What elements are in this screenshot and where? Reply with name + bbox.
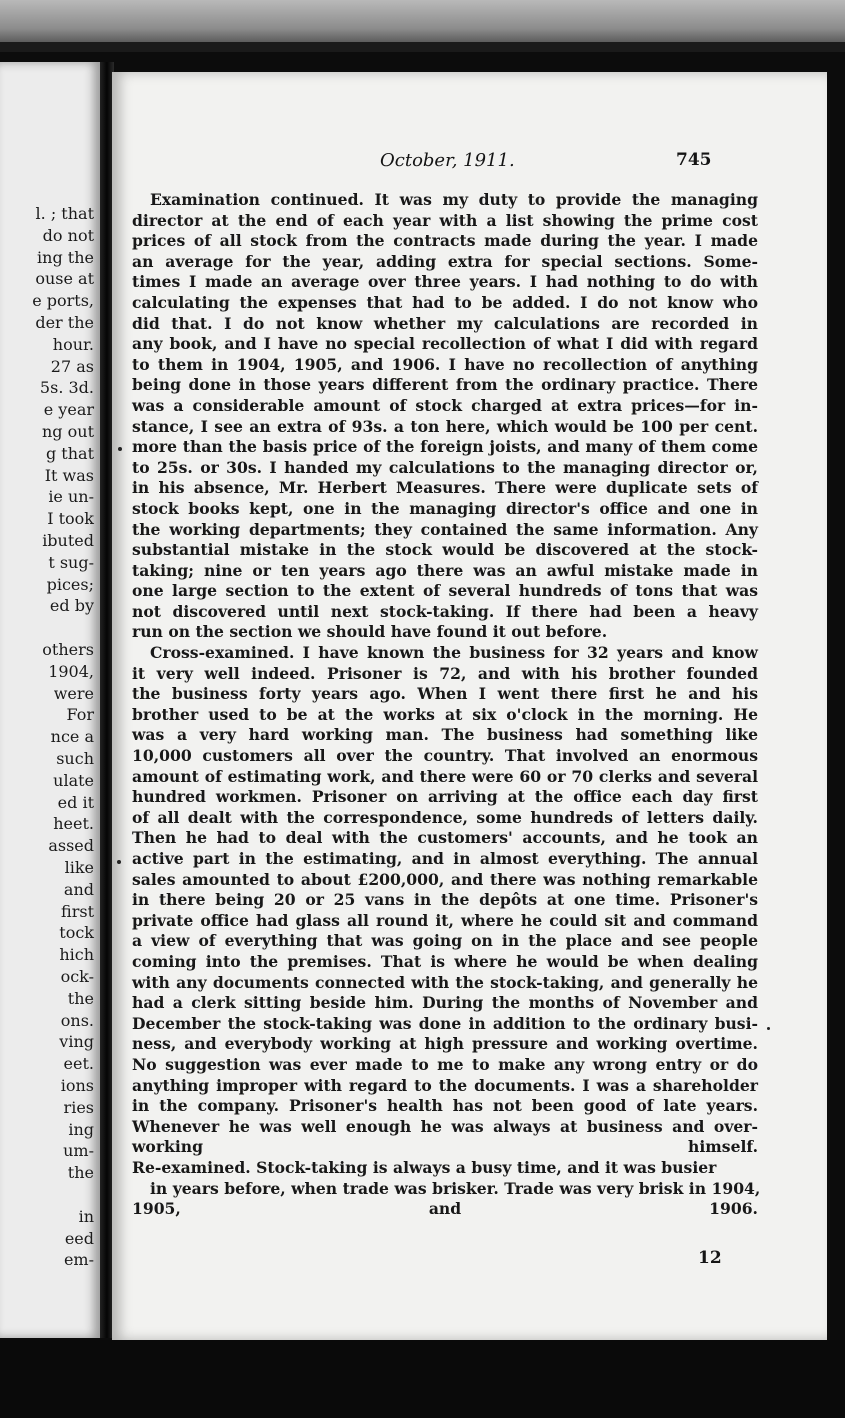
facing-page-line: ries xyxy=(63,1097,94,1117)
facing-page-line: ie un- xyxy=(48,487,94,507)
text-line: Then he had to deal with the customers' accounts, and he took an xyxy=(132,828,758,848)
text-line: times I made an average over three years. I had nothing to do with xyxy=(132,272,758,292)
text-line: working himself. xyxy=(132,1137,758,1157)
facing-page-line: the xyxy=(67,1163,94,1183)
text-line: anything improper with regard to the documents. I was a shareholder xyxy=(132,1075,758,1095)
text-line: stance, I see an extra of 93s. a ton here, which would be 100 per cent. xyxy=(132,416,758,436)
facing-page-line: like xyxy=(64,858,94,877)
facing-page-line: ibuted xyxy=(42,531,94,550)
facing-page-line: ing the xyxy=(37,247,94,267)
facing-page-line: heet. xyxy=(53,814,94,834)
text-line: was a considerable amount of stock charged at extra prices—for in- xyxy=(132,395,758,415)
text-line: December the stock-taking was done in addition to the ordinary busi- xyxy=(132,1013,758,1033)
text-line: run on the section we should have found it out before. xyxy=(132,622,608,642)
text-line: active part in the estimating, and in almost everything. The annual xyxy=(132,849,758,868)
print-speck xyxy=(118,447,122,451)
text-line: to 25s. or 30s. I handed my calculations to the managing director or, xyxy=(132,457,758,477)
text-line: No suggestion was ever made to me to make any wrong entry or do xyxy=(132,1054,758,1074)
text-line: any book, and I have no special recollection of what I did with regard xyxy=(132,334,758,354)
text-line: brother used to be at the works at six o'clock in the morning. He xyxy=(132,704,758,724)
facing-page-line: 5s. 3d. xyxy=(39,378,94,398)
facing-page-line: um- xyxy=(63,1141,94,1161)
text-line: hundred workmen. Prisoner on arriving at the office each day first xyxy=(132,787,758,807)
facing-page-line: der the xyxy=(35,313,94,332)
text-line: was a very hard working man. The business had something like xyxy=(132,725,758,745)
text-line: being done in those years different from the ordinary practice. There xyxy=(132,375,758,395)
facing-page-line: 1904, xyxy=(48,661,94,681)
facing-page-line: were xyxy=(53,683,94,703)
facing-page-line: such xyxy=(56,749,94,768)
text-line: 1905, and 1906. xyxy=(132,1199,758,1219)
text-line: in the company. Prisoner's health has not been good of late years. xyxy=(132,1096,758,1116)
header-date: October, 1911. xyxy=(380,150,515,171)
text-line: Examination continued. It was my duty to provide the managing xyxy=(150,190,758,209)
text-line: of all dealt with the correspondence, some hundreds of letters daily. xyxy=(132,807,758,827)
text-line: amount of estimating work, and there were 60 or 70 clerks and several xyxy=(132,766,758,786)
text-line: in his absence, Mr. Herbert Measures. There were duplicate sets of xyxy=(132,478,758,498)
text-line: prices of all stock from the contracts made during the year. I made xyxy=(132,231,758,251)
text-line: private office had glass all round it, where he could sit and command xyxy=(132,910,758,930)
text-line: one large section to the extent of several hundreds of tons that was xyxy=(132,581,758,601)
text-line: to them in 1904, 1905, and 1906. I have no recollection of anything xyxy=(132,354,758,374)
text-line: in years before, when trade was brisker. Trade was very brisk in 1904, xyxy=(150,1178,761,1198)
facing-page-line: hour. xyxy=(52,334,94,354)
text-line: stock books kept, one in the managing director's office and one in xyxy=(132,498,758,518)
facing-page-line: eet. xyxy=(63,1054,94,1074)
signature-mark: 12 xyxy=(698,1248,722,1268)
facing-page-line: ouse at xyxy=(35,269,94,289)
text-line: 10,000 customers all over the country. That involved an enormous xyxy=(132,746,758,766)
facing-page-line: ing xyxy=(68,1119,94,1139)
scan-top-edge xyxy=(0,0,845,52)
facing-page-line: It was xyxy=(44,465,94,485)
facing-page-line: and xyxy=(63,879,94,899)
page xyxy=(112,72,827,1340)
scan-bottom-edge xyxy=(0,1340,845,1418)
facing-page-line: do not xyxy=(42,225,94,245)
facing-page-line: ed by xyxy=(49,596,94,616)
facing-page-line: nce a xyxy=(50,727,94,747)
page-number: 745 xyxy=(676,150,712,170)
facing-page-line: e year xyxy=(43,400,94,420)
facing-page-line: l. ; that xyxy=(35,204,94,223)
facing-page-line: ock- xyxy=(60,967,94,986)
facing-page-line: ions xyxy=(60,1076,94,1095)
text-line: ness, and everybody working at high pressure and working overtime. xyxy=(132,1034,758,1054)
text-line: it very well indeed. Prisoner is 72, and with his brother founded xyxy=(132,663,758,683)
text-line: in there being 20 or 25 vans in the depôts at one time. Prisoner's xyxy=(132,890,758,910)
facing-page-line: g that xyxy=(45,443,94,463)
facing-page-line: ving xyxy=(59,1032,94,1052)
facing-page-line: e ports, xyxy=(32,291,94,311)
text-line: sales amounted to about £200,000, and there was nothing remarkable xyxy=(132,869,758,889)
text-line: the business forty years ago. When I went there first he and his xyxy=(132,684,758,704)
facing-page-line: the xyxy=(67,988,94,1008)
text-line: coming into the premises. That is where he would be when dealing xyxy=(132,951,758,971)
running-header xyxy=(112,150,827,174)
text-line: a view of everything that was going on in the place and see people xyxy=(132,931,758,951)
facing-page-line: 27 as xyxy=(50,356,94,376)
text-line: taking; nine or ten years ago there was an awful mistake made in xyxy=(132,560,758,580)
text-line: an average for the year, adding extra for special sections. Some- xyxy=(132,251,758,271)
facing-page-fragment xyxy=(0,62,100,1338)
text-line: with any documents connected with the stock-taking, and generally he xyxy=(132,972,758,992)
text-line: the working departments; they contained the same information. Any xyxy=(132,519,758,539)
text-line: calculating the expenses that had to be added. I do not know who xyxy=(132,292,758,312)
body-text xyxy=(132,190,761,1220)
facing-page-line: in xyxy=(78,1206,94,1226)
print-speck xyxy=(767,1027,770,1030)
print-speck xyxy=(117,860,121,864)
facing-page-line: ed it xyxy=(57,792,94,812)
facing-page-line: ulate xyxy=(53,770,94,790)
facing-page-line: pices; xyxy=(46,574,94,594)
facing-page-line: others xyxy=(42,640,94,659)
facing-page-line: ng out xyxy=(42,422,94,441)
facing-page-line: hich xyxy=(59,945,94,965)
facing-page-line: I took xyxy=(47,509,94,529)
facing-page-line: t sug- xyxy=(48,552,94,572)
text-line: director at the end of each year with a list showing the prime cost xyxy=(132,210,758,230)
text-line: Re-examined. Stock-taking is always a busy time, and it was busier xyxy=(132,1157,717,1177)
text-line: not discovered until next stock-taking. If there had been a heavy xyxy=(132,601,758,621)
text-line: substantial mistake in the stock would be discovered at the stock- xyxy=(132,540,758,560)
facing-page-line: For xyxy=(66,705,94,725)
facing-page-line: tock xyxy=(59,923,94,943)
text-line: Cross-examined. I have known the business for 32 years and know xyxy=(150,643,758,663)
facing-page-line: eed xyxy=(64,1228,94,1248)
facing-page-line: assed xyxy=(48,836,94,856)
text-line: Whenever he was well enough he was always at business and over- xyxy=(132,1116,758,1136)
text-line: had a clerk sitting beside him. During the months of November and xyxy=(132,993,758,1013)
facing-page-line: em- xyxy=(63,1250,94,1270)
facing-page-line: first xyxy=(61,901,94,921)
text-line: did that. I do not know whether my calculations are recorded in xyxy=(132,313,758,333)
facing-page-line: ons. xyxy=(60,1010,94,1030)
text-line: more than the basis price of the foreign joists, and many of them come xyxy=(132,437,758,457)
